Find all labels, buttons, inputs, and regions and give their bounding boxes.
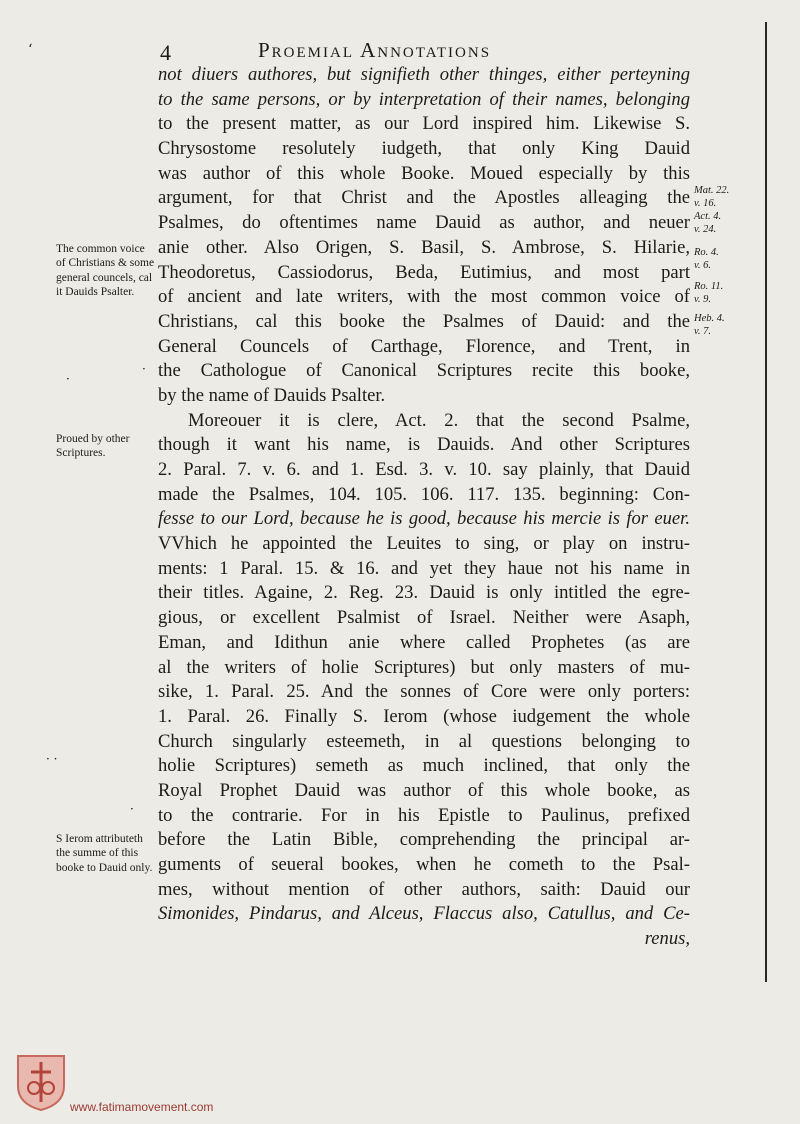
text-line: Church singularly esteemeth, in al questions belonging to: [158, 730, 690, 752]
text-line: their titles. Againe, 2. Reg. 23. Dauid is only intitled the egre-: [158, 582, 690, 604]
text-line: before the Latin Bible, comprehending the principal ar-: [158, 829, 690, 851]
stray-dot: ·: [66, 372, 70, 386]
text-line: Simonides, Pindarus, and Alceus, Flaccus also, Catullus, and Ce-: [158, 903, 690, 925]
text-line: by the name of Dauids Psalter.: [158, 384, 386, 406]
text-line: Eman, and Idithun anie where called Prophetes (as are: [158, 631, 690, 653]
ref-note: Ro. 4.: [694, 247, 719, 258]
watermark-url: www.fatimamovement.com: [70, 1100, 214, 1114]
text-line: the Cathologue of Canonical Scriptures recite this booke,: [158, 360, 690, 382]
text-line: argument, for that Christ and the Apostles alleaging the: [158, 187, 690, 209]
text-line: Psalmes, do oftentimes name Dauid as author, and neuer: [158, 212, 690, 234]
ref-note: Heb. 4.: [694, 313, 725, 324]
margin-note-ierom: S Ierom attributeth the summe of this booke to Dauid only.: [56, 833, 153, 874]
text-line: gious, or excellent Psalmist of Israel. Neither were Asaph,: [158, 607, 690, 629]
text-line: to the same persons, or by interpretation of their names, belonging: [158, 88, 690, 110]
text-line: guments of seueral bookes, when he cometh to the Psal-: [158, 854, 690, 875]
text-line: 1. Paral. 26. Finally S. Ierom (whose iudgement the whole: [158, 705, 690, 727]
text-line: Moreouer it is clere, Act. 2. that the second Psalme,: [188, 409, 690, 431]
text-line: made the Psalmes, 104. 105. 106. 117. 135. beginning: Con-: [158, 483, 690, 505]
ref-note: v. 7.: [694, 326, 712, 337]
text-line: General Councels of Carthage, Florence, and Trent, in: [158, 335, 690, 357]
text-line: to the present matter, as our Lord inspired him. Likewise S.: [158, 113, 690, 135]
text-line: Chrysostome resolutely iudgeth, that only King Dauid: [158, 138, 690, 160]
ref-note: v. 16.: [694, 198, 717, 209]
text-line: VVhich he appointed the Leuites to sing, or play on instru-: [158, 533, 690, 555]
text-line: al the writers of holie Scriptures) but only masters of mu-: [158, 656, 690, 678]
running-title: Proemial Annotations: [258, 38, 492, 62]
ref-note: v. 6.: [694, 260, 712, 271]
catchword: renus,: [644, 928, 690, 950]
ref-note: Mat. 22.: [694, 185, 730, 196]
ref-note: v. 24.: [694, 224, 717, 235]
stray-dot: · ·: [46, 752, 58, 766]
text-line: fesse to our Lord, because he is good, because his mercie is for euer.: [158, 508, 690, 530]
text-line: Christians, cal this booke the Psalmes of Dauid: and the: [158, 310, 690, 332]
text-line: Theodoretus, Cassiodorus, Beda, Eutimius, and most part: [158, 261, 690, 283]
margin-note-common-voice: The common voice of Christians & some general councels, cal it Dauids Psalter.: [56, 243, 155, 298]
text-line: though it want his name, is Dauids. And other Scriptures: [158, 434, 690, 456]
body-text: [158, 63, 690, 952]
text-line: was author of this whole Booke. Moued especially by this: [158, 162, 690, 184]
page-edge-rule: [765, 22, 767, 982]
stray-dot: ·: [142, 362, 146, 376]
ref-note: Act. 4.: [694, 211, 722, 222]
fatima-movement-logo-icon: [14, 1052, 68, 1112]
text-line: not diuers authores, but signifieth other thinges, either perteyning: [158, 64, 690, 85]
right-margin-references: [694, 184, 756, 338]
text-line: Royal Prophet Dauid was author of this whole booke, as: [158, 779, 690, 801]
stray-dot: ·: [130, 802, 134, 816]
text-line: ments: 1 Paral. 15. & 16. and yet they haue not his name in: [158, 557, 690, 579]
ref-note: Ro. 11.: [694, 281, 724, 292]
text-line: of ancient and late writers, with the most common voice of: [158, 286, 690, 308]
margin-note-proued: Proued by other Scriptures.: [56, 433, 130, 460]
page-number: 4: [160, 40, 171, 65]
text-line: anie other. Also Origen, S. Basil, S. Ambrose, S. Hilarie,: [158, 236, 690, 258]
text-line: sike, 1. Paral. 25. And the sonnes of Core were only porters:: [158, 681, 690, 703]
header-mark: ‘: [28, 42, 33, 58]
text-line: mes, without mention of other authors, saith: Dauid our: [158, 878, 690, 900]
text-line: to the contrarie. For in his Epistle to Paulinus, prefixed: [158, 804, 690, 826]
text-line: 2. Paral. 7. v. 6. and 1. Esd. 3. v. 10. say plainly, that Dauid: [158, 459, 690, 480]
ref-note: v. 9.: [694, 294, 712, 305]
text-line: holie Scriptures) semeth as much inclined, that only the: [158, 755, 690, 777]
